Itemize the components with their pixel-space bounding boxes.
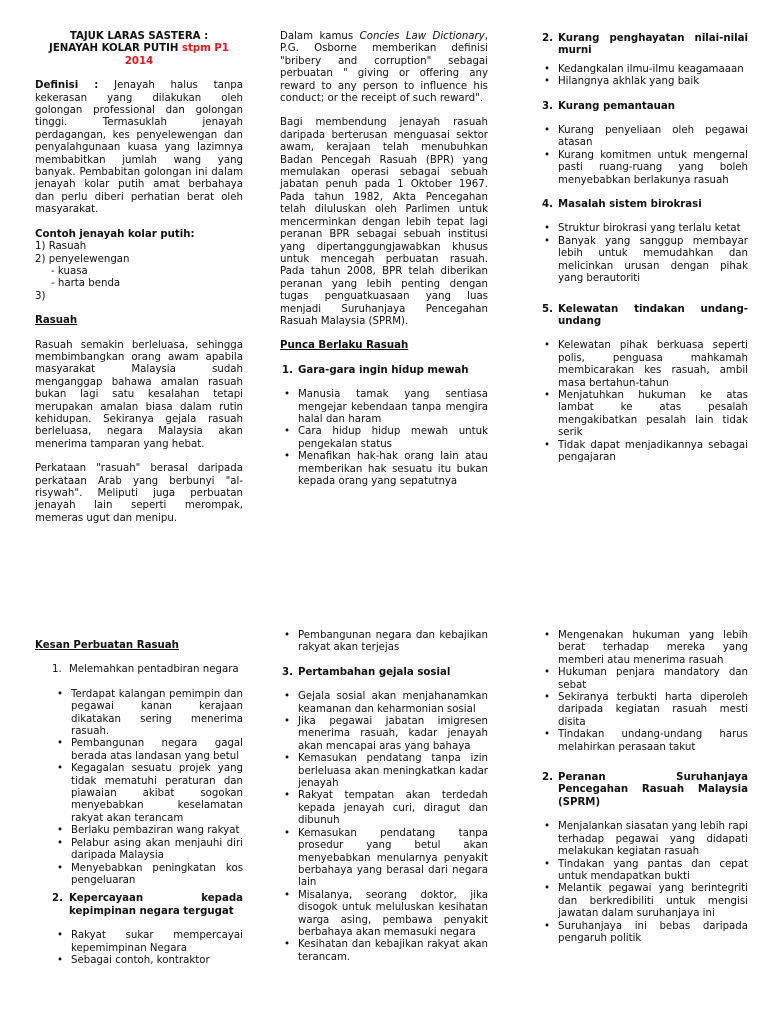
title-line-2: [35, 43, 243, 55]
kesan-2-continued-list: [280, 630, 488, 655]
kamus-paragraph: [280, 31, 488, 105]
rasuah-paragraph-2: Perkataan "rasuah" berasal daripada perkataan Arab yang berbunyi "al-risywah". Meliputi juga perbuatan jenayah lain seperti merompak, memeras ugut dan menipu.: [35, 463, 243, 524]
list-item: • Rakyat sukar mempercayai kepemimpinan Negara: [53, 930, 243, 955]
kesan-1-list: [35, 689, 243, 888]
punca-1-list: [280, 389, 488, 488]
column-3: [540, 33, 748, 464]
rasuah-paragraph-1: Rasuah semakin berleluasa, sehingga membimbangkan orang awam apabila masyarakat Malaysia sudah menganggap bahawa amalan rasuah bukan lagi satu kesalahan tetapi merupakan amalan biasa dalam rutin kehidupan. Sekiranya gejala rasuah berleluasa, negara Malaysia akan menerima tamparan yang hebat.: [35, 339, 243, 450]
contoh-item: 3): [35, 290, 46, 302]
punca-1-number: 1.: [282, 364, 293, 376]
kesan-2-heading: [35, 893, 243, 918]
list-item: • Tindakan yang pantas dan cepat untuk mendapatkan bukti: [540, 859, 748, 884]
punca-5-list: [540, 340, 748, 464]
kesan-2-number: 2.: [52, 893, 63, 905]
punca-2-title: Kurang penghayatan nilai-nilai murni: [558, 33, 748, 57]
langkah-2-list: [540, 821, 748, 945]
title-line-1: TAJUK LARAS SASTERA :: [69, 31, 209, 42]
list-item: • Manusia tamak yang sentiasa mengejar kebendaan tanpa mengira halal dan haram: [280, 389, 488, 426]
kesan-1-title: Melemahkan pentadbiran negara: [69, 664, 239, 676]
kesan-heading: Kesan Perbuatan Rasuah: [35, 640, 179, 651]
punca-3-heading: [540, 101, 748, 113]
list-item: • Melantik pegawai yang berintegriti dan berkredibiliti untuk mengisi jawatan dalam suruhanjaya ini: [540, 883, 748, 920]
list-item: • Gejala sosial akan menjahanamkan keamanan dan keharmonian sosial: [280, 691, 488, 716]
punca-4-title: Masalah sistem birokrasi: [558, 199, 702, 211]
list-item: • Menyebabkan peningkatan kos pengeluaran: [53, 863, 243, 888]
kesan-1-number: 1.: [52, 664, 62, 676]
title-tag: stpm P1: [182, 43, 229, 55]
list-item: • Hukuman penjara mandatory dan sebat: [540, 667, 748, 692]
list-item: • Mengenakan hukuman yang lebih berat terhadap mereka yang memberi atau menerima rasuah: [540, 630, 748, 667]
punca-4-heading: [540, 199, 748, 211]
list-item: • Menafikan hak-hak orang lain atau memberikan hak sesuatu itu bukan kepada orang yang sepatutnya: [280, 451, 488, 488]
punca-3-title: Kurang pemantauan: [558, 100, 676, 112]
kesan-3-number: 3.: [282, 666, 293, 678]
list-item: • Suruhanjaya ini bebas daripada pengaruh politik: [540, 921, 748, 946]
list-item: • Sekiranya terbukti harta diperoleh daripada kegiatan rasuah mesti disita: [540, 692, 748, 729]
contoh-item: 1) Rasuah: [35, 241, 87, 253]
list-item: • Pembangunan negara gagal berada atas landasan yang betul: [53, 738, 243, 763]
title-year: 2014: [124, 55, 154, 67]
column-6: [540, 630, 748, 945]
kamus-title: Concies Law Dictionary: [359, 31, 485, 42]
list-item: • Kedangkalan ilmu-ilmu keagamaaan: [540, 64, 748, 76]
punca-1-heading: [280, 365, 488, 377]
langkah-2-number: 2.: [542, 772, 553, 784]
kesan-3-list: [280, 691, 488, 964]
kesan-2-list: [35, 930, 243, 967]
definisi-text: Jenayah halus tanpa kekerasan yang dilakukan oleh golongan professional dan golongan tinggi. Termasuklah jenayah perdagangan, kes penyelewengan dan penyalahgunaan kuasa yang lazimnya membabitkan jumlah wang yang banyak. Pembabitan golongan ini dalam jenayah kolar putih amat berbahaya dan perlu diberi perhatian berat oleh masyarakat.: [35, 80, 243, 216]
contoh-subitem: - harta benda: [51, 278, 121, 290]
list-item: • Kemasukan pendatang tanpa prosedur yang betul akan menyebabkan menularnya penyakit berbahaya yang berasal dari negara lain: [280, 828, 488, 890]
contoh-item: 2) penyelewengan: [35, 253, 130, 265]
column-4: [35, 640, 243, 967]
list-item: • Terdapat kalangan pemimpin dan pegawai kanan kerajaan dikatakan sering menerima rasuah.: [53, 689, 243, 739]
title-main: JENAYAH KOLAR PUTIH: [49, 43, 182, 55]
list-item: • Menjalankan siasatan yang lebih rapi terhadap pegawai yang didapati melakukan kegiatan rasuah: [540, 821, 748, 858]
punca-2-heading: [540, 33, 748, 58]
list-item: • Banyak yang sanggup membayar lebih untuk memudahkan dan melicinkan urusan dengan pihak yang berautoriti: [540, 236, 748, 286]
punca-5-title: Kelewatan tindakan undang-undang: [558, 303, 748, 327]
list-item: • Kurang penyeliaan oleh pegawai atasan: [540, 125, 748, 150]
punca-3-list: [540, 125, 748, 187]
list-item: • Menjatuhkan hukuman ke atas lambat ke atas pesalah mengakibatkan pesalah lain tidak serik: [540, 390, 748, 440]
definisi-label: Definisi :: [35, 80, 99, 92]
definisi-paragraph: [35, 80, 243, 216]
list-item: • Tidak dapat menjadikannya sebagai pengajaran: [540, 440, 748, 465]
list-item: • Misalanya, seorang doktor, jika disogok untuk meluluskan kesihatan warga asing, pembawa penyakit berbahaya akan memasuki negara: [280, 890, 488, 940]
contoh-heading: Contoh jenayah kolar putih:: [35, 228, 195, 240]
punca-2-list: [540, 64, 748, 89]
punca-3-number: 3.: [542, 100, 553, 112]
list-item: • Tindakan undang-undang harus melahirkan perasaan takut: [540, 729, 748, 754]
contoh-subitem: - kuasa: [51, 265, 88, 277]
column-5: [280, 630, 488, 964]
column-1: [35, 31, 243, 525]
list-item: • Kegagalan sesuatu projek yang tidak mematuhi peraturan dan piawaian akibat sogokan menyebabkan keselamatan rakyat akan terancam: [53, 763, 243, 825]
punca-1-title: Gara-gara ingin hidup mewah: [298, 364, 469, 376]
rasuah-heading: Rasuah: [35, 315, 78, 327]
kesan-3-heading: [280, 667, 488, 679]
list-item: • Rakyat tempatan akan terdedah kepada jenayah curi, diragut dan dibunuh: [280, 790, 488, 827]
punca-4-number: 4.: [542, 199, 553, 211]
list-item: • Jika pegawai jabatan imigresen menerima rasuah, kadar jenayah akan mencapai aras yang bahaya: [280, 716, 488, 753]
kesan-3-title: Pertambahan gejala sosial: [298, 666, 451, 678]
kamus-pre: Dalam kamus: [280, 31, 360, 42]
list-item: • Struktur birokrasi yang terlalu ketat: [540, 223, 748, 235]
punca-heading: Punca Berlaku Rasuah: [280, 340, 409, 352]
langkah-2-heading: [540, 772, 748, 809]
list-item: • Kemasukan pendatang tanpa izin berleluasa akan meningkatkan kadar jenayah: [280, 753, 488, 790]
bpr-paragraph: Bagi membendung jenayah rasuah daripada berterusan menguasai sektor awam, kerajaan telah menubuhkan Badan Pencegah Rasuah (BPR) yang memulakan operasi sebagai sebuah jabatan penuh pada 1 Oktober 1967. Pada tahun 1982, Akta Pencegahan telah diluluskan oleh Parlimen untuk mencerminkan dengan lebih tepat lagi peranan BPR sebagai sebuah institusi yang dipertanggungjawabkan khusus untuk mencegah perbuatan rasuah. Pada tahun 2008, BPR telah diberikan peranan yang lebih penting dengan tugas penguatkuasaan yang luas menjadi Suruhanjaya Pencegahan Rasuah Malaysia (SPRM).: [280, 117, 488, 327]
kamus-post: , P.G. Osborne memberikan definisi "bribery and corruption" sebagai perbuatan " giving or offering any reward to any person to influence his conduct; or the receipt of such reward".: [280, 31, 488, 105]
langkah-2-title: Peranan Suruhanjaya Pencegahan Rasuah Malaysia (SPRM): [558, 772, 748, 808]
list-item: • Kesihatan dan kebajikan rakyat akan terancam.: [280, 939, 488, 964]
list-item: • Cara hidup hidup mewah untuk pengekalan status: [280, 426, 488, 451]
punca-5-heading: [540, 304, 748, 329]
list-item: • Hilangnya akhlak yang baik: [540, 76, 748, 88]
list-item: • Sebagai contoh, kontraktor: [53, 955, 243, 967]
list-item: • Kurang komitmen untuk mengernal pasti ruang-ruang yang boleh menyebabkan berlakunya rasuah: [540, 150, 748, 187]
list-item: • Pembangunan negara dan kebajikan rakyat akan terjejas: [280, 630, 488, 655]
punca-2-number: 2.: [542, 33, 553, 44]
column-2: [280, 31, 488, 488]
kesan-1-heading: [35, 664, 243, 676]
list-item: • Berlaku pembaziran wang rakyat: [53, 825, 243, 837]
kesan-2-title: Kepercayaan kepada kepimpinan negara tergugat: [69, 893, 243, 917]
list-item: • Pelabur asing akan menjauhi diri daripada Malaysia: [53, 838, 243, 863]
punca-5-number: 5.: [542, 303, 553, 315]
langkah-1-continued-list: [540, 630, 748, 754]
punca-4-list: [540, 223, 748, 285]
list-item: • Kelewatan pihak berkuasa seperti polis, penguasa mahkamah membicarakan kes rasuah, ambil masa bertahun-tahun: [540, 340, 748, 390]
